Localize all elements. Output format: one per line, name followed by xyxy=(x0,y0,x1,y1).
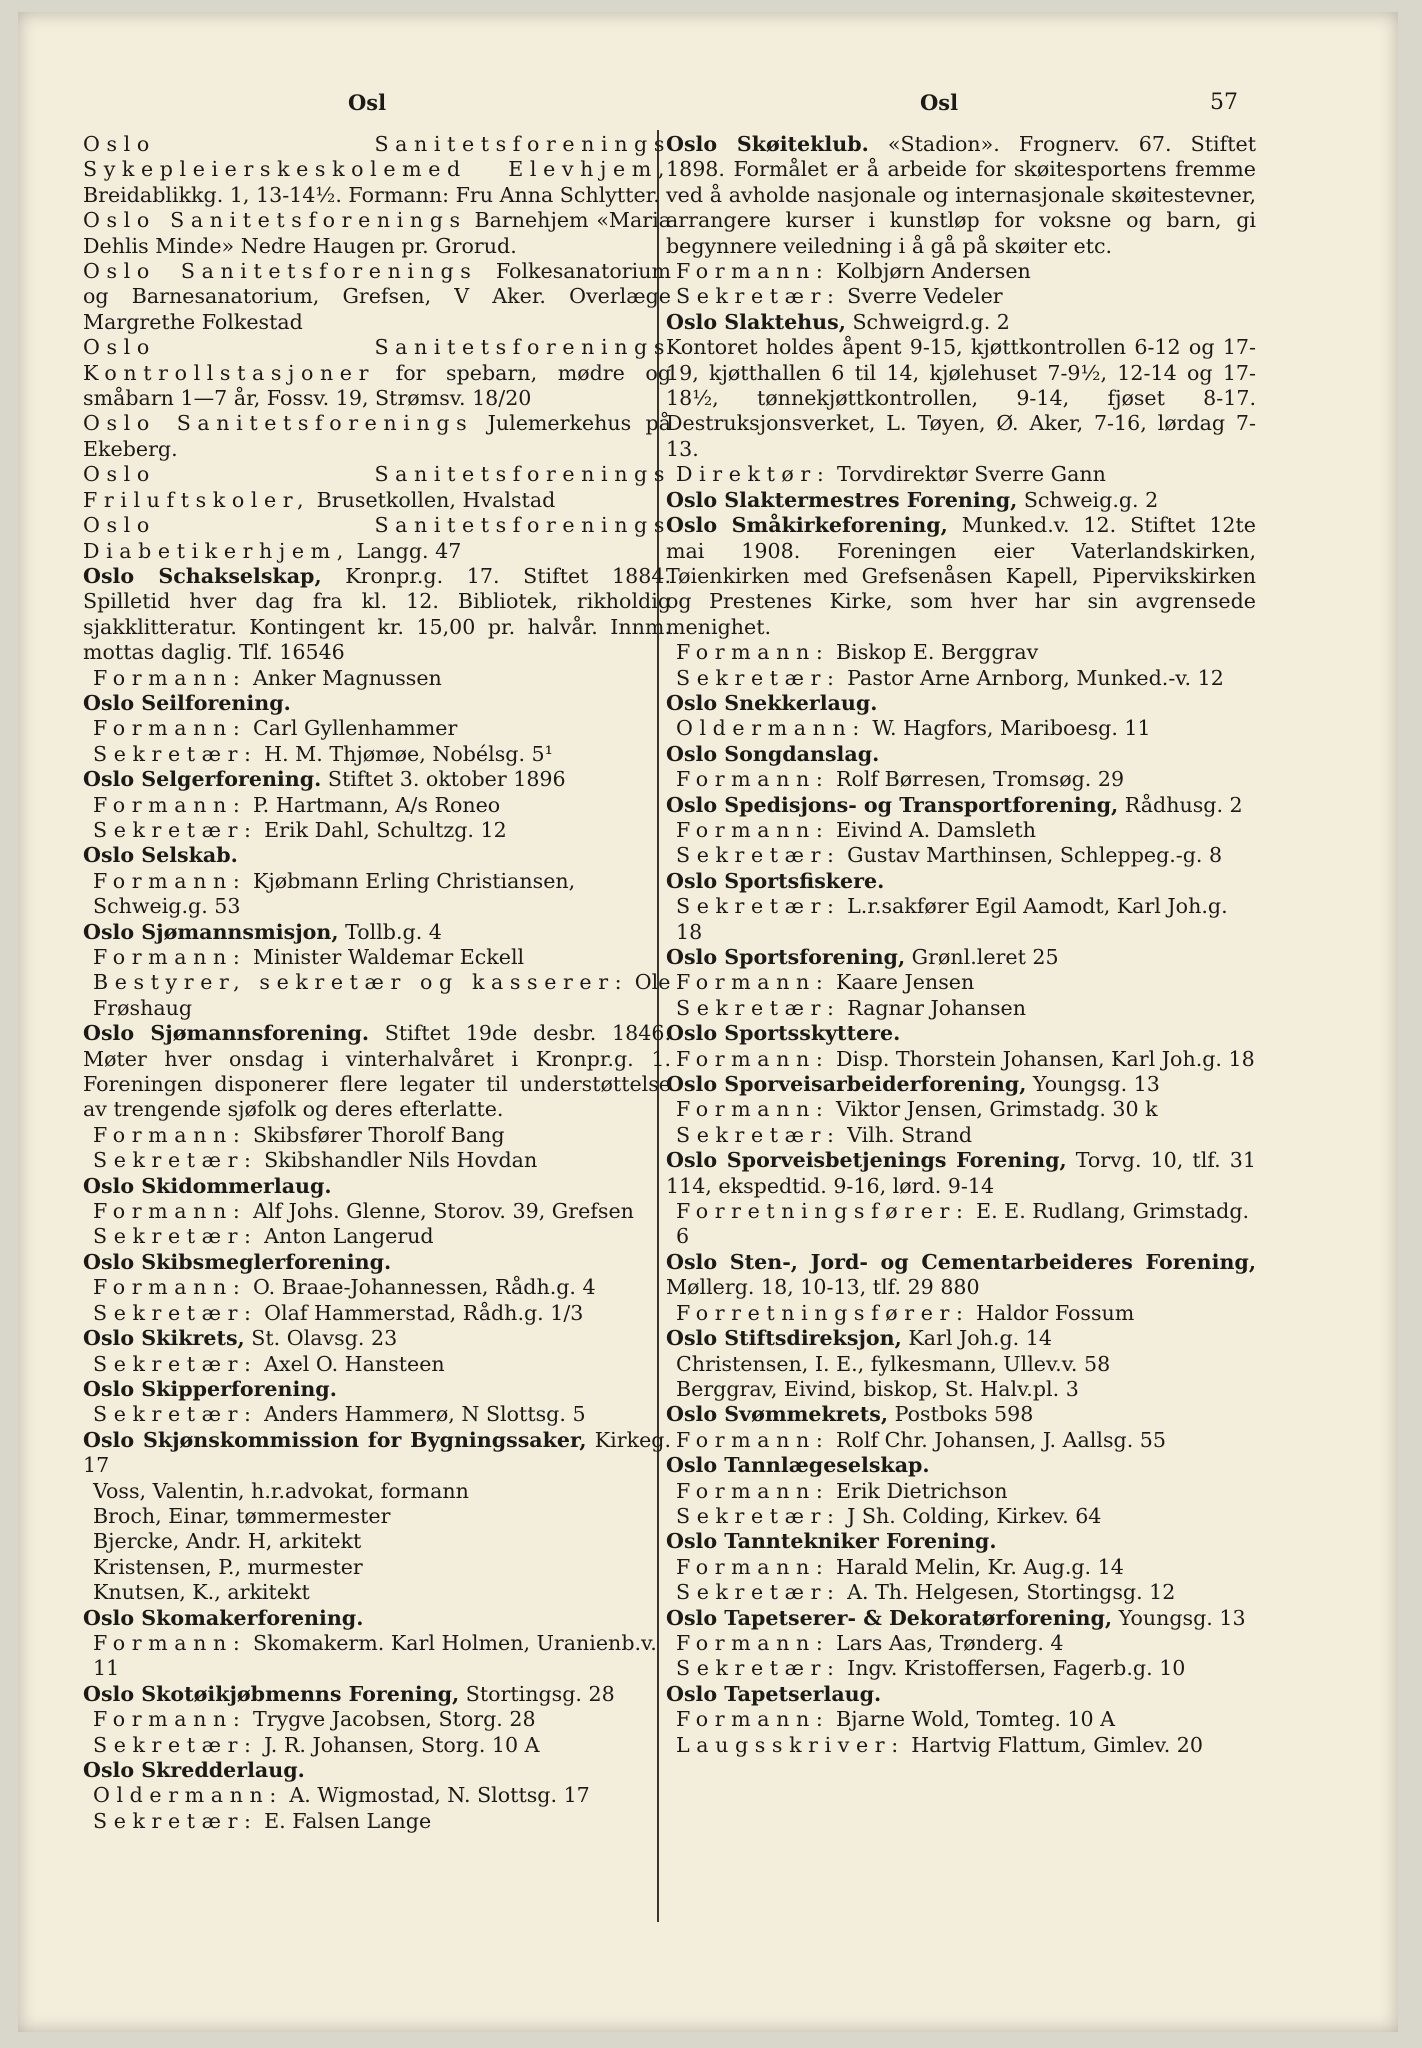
entry-title: Oslo Sportsfiskere. xyxy=(666,868,885,893)
member-line: Voss, Valentin, h.r.advokat, formann xyxy=(93,1478,469,1503)
officer-name: Rolf Børresen, Tromsøg. 29 xyxy=(829,767,1125,792)
entry-officer xyxy=(666,1555,1256,1580)
entry-officer xyxy=(666,996,1256,1021)
directory-entry xyxy=(666,1021,1256,1046)
directory-entry xyxy=(666,1529,1256,1554)
officer-role: Formann: xyxy=(676,1046,830,1071)
officer-role: Formann: xyxy=(93,1630,247,1655)
right-column xyxy=(666,132,1256,1922)
officer-name: Anton Langerud xyxy=(257,1224,434,1249)
officer-name: Viktor Jensen, Grimstadg. 30 k xyxy=(829,1097,1158,1122)
officer-role: Formann: xyxy=(676,970,830,995)
entry-text: Julemerkehus på Ekeberg. xyxy=(83,411,671,461)
entry-officer xyxy=(666,1504,1256,1529)
entry-officer xyxy=(83,970,671,1021)
entry-text: Barnehjem «Maria Dehlis Minde» Nedre Haugen pr. Grorud. xyxy=(83,208,671,258)
directory-entry xyxy=(83,411,671,462)
entry-officer xyxy=(83,1783,671,1808)
entry-officer xyxy=(83,1733,671,1758)
left-column xyxy=(83,132,671,1922)
officer-name: Minister Waldemar Eckell xyxy=(246,945,525,969)
officer-role: Sekretær: xyxy=(676,843,841,868)
entry-officer xyxy=(83,869,671,920)
officer-role: Sekretær: xyxy=(93,1300,258,1325)
entry-text: Brusetkollen, Hvalstad xyxy=(310,487,556,512)
officer-role: Sekretær: xyxy=(676,1580,841,1605)
directory-entry xyxy=(666,1682,1256,1707)
officer-name: Ole Frøshaug xyxy=(93,970,671,1020)
officer-role: Formann: xyxy=(93,945,247,969)
entry-text: Rådhusg. 2 xyxy=(1118,792,1243,817)
officer-name: Pastor Arne Arnborg, Munked.-v. 12 xyxy=(840,665,1224,690)
entry-officer xyxy=(666,767,1256,792)
entry-spaced-name: Oslo Sanitetsforenings xyxy=(83,259,478,284)
directory-entry xyxy=(83,132,671,208)
directory-entry xyxy=(666,335,1256,462)
member-line: Kristensen, P., murmester xyxy=(93,1554,363,1579)
directory-entry xyxy=(666,1453,1256,1478)
entry-text: Grønl.leret 25 xyxy=(905,945,1059,969)
directory-entry xyxy=(83,1326,671,1351)
officer-name: Kaare Jensen xyxy=(829,970,975,995)
entry-officer xyxy=(666,1097,1256,1122)
entry-officer xyxy=(83,742,671,767)
officer-name: E. Falsen Lange xyxy=(257,1808,432,1833)
entry-officer xyxy=(666,1580,1256,1605)
entry-title: Oslo Småkirkeforening, xyxy=(666,513,948,538)
officer-role: Sekretær: xyxy=(676,284,841,309)
officer-name: Lars Aas, Trønderg. 4 xyxy=(829,1630,1064,1655)
officer-role: Formann: xyxy=(676,640,830,665)
entry-officer xyxy=(666,259,1256,284)
entry-title: Oslo Slaktermestres Forening, xyxy=(666,487,1018,512)
entry-officer xyxy=(666,1428,1256,1453)
entry-officer xyxy=(666,640,1256,665)
officer-role: Sekretær: xyxy=(676,1122,841,1147)
officer-name: W. Hagfors, Mariboesg. 11 xyxy=(865,716,1151,741)
entry-title: Oslo Skipperforening. xyxy=(83,1376,337,1401)
entry-officer xyxy=(83,666,671,691)
officer-role: Forretningsfører: xyxy=(676,1199,970,1224)
entry-title: Oslo Skøiteklub. xyxy=(666,132,869,156)
directory-entry xyxy=(666,310,1256,335)
officer-name: Olaf Hammerstad, Rådh.g. 1/3 xyxy=(257,1300,584,1325)
entry-title: Oslo Skibsmeglerforening. xyxy=(83,1249,392,1274)
directory-entry xyxy=(666,513,1256,640)
entry-text: Stiftet 19de desbr. 1846. Møter hver onsdag i vinterhalvåret i Kronpr.g. 1. Foreningen disponerer flere legater til understøttelse av trengende sjøfolk og deres efterlatte. xyxy=(83,1021,671,1122)
entry-title: Oslo Sjømannsforening. xyxy=(83,1021,370,1046)
officer-role: Formann: xyxy=(676,1427,830,1452)
entry-text: Tollb.g. 4 xyxy=(338,919,442,944)
officer-name: Axel O. Hansteen xyxy=(257,1351,445,1376)
entry-title: Oslo Skomakerforening. xyxy=(83,1605,364,1630)
officer-name: L.r.sakfører Egil Aamodt, Karl Joh.g. 18 xyxy=(676,894,1228,944)
officer-name: Trygve Jacobsen, Storg. 28 xyxy=(246,1707,536,1732)
entry-officer xyxy=(666,1733,1256,1758)
entry-officer xyxy=(83,1809,671,1834)
officer-role: Oldermann: xyxy=(93,1783,283,1808)
officer-name: A. Wigmostad, N. Slottsg. 17 xyxy=(282,1783,590,1808)
directory-entry xyxy=(83,1174,671,1199)
entry-officer xyxy=(83,1199,671,1224)
officer-role: Formann: xyxy=(676,1630,830,1655)
entry-officer xyxy=(83,1123,671,1148)
header-left: Osl xyxy=(348,90,387,115)
entry-text: Møllerg. 18, 10-13, tlf. 29 880 xyxy=(666,1275,980,1300)
officer-name: Skomakerm. Karl Holmen, Uranienb.v. 11 xyxy=(93,1630,657,1681)
officer-role: Sekretær: xyxy=(676,995,841,1020)
officer-role: Sekretær: xyxy=(676,1656,841,1681)
entry-text: Kontoret holdes åpent 9-15, kjøttkontrollen 6-12 og 17-19, kjøtthallen 6 til 14, kjølehuset 7-9½, 12-14 og 17-18½, tønnekjøttkontrollen, 9-14, fjøset 8-17. Destruksjonsverket, L. Tøyen, Ø. Aker, 7-16, lørdag 7-13. xyxy=(666,335,1256,461)
entry-text: Stiftet 3. oktober 1896 xyxy=(321,767,566,792)
officer-role: Formann: xyxy=(676,1478,830,1503)
entry-title: Oslo Skotøikjøbmenns Forening, xyxy=(83,1681,460,1706)
entry-officer xyxy=(666,1707,1256,1732)
officer-name: P. Hartmann, A/s Roneo xyxy=(246,792,501,817)
directory-entry xyxy=(666,1606,1256,1631)
entry-officer xyxy=(83,1707,671,1732)
entry-title: Oslo Tanntekniker Forening. xyxy=(666,1529,997,1554)
officer-name: J Sh. Colding, Kirkev. 64 xyxy=(840,1503,1102,1528)
officer-role: Sekretær: xyxy=(676,1503,841,1528)
entry-text: Schweigrd.g. 2 xyxy=(845,309,1010,334)
entry-text: Youngsg. 13 xyxy=(1026,1072,1160,1097)
entry-officer xyxy=(666,284,1256,309)
directory-entry xyxy=(83,259,671,335)
entry-officer xyxy=(83,1402,671,1427)
officer-role: Sekretær: xyxy=(93,1148,258,1173)
officer-role: Sekretær: xyxy=(93,1732,258,1757)
directory-entry xyxy=(666,793,1256,818)
entry-text: «Stadion». Frognerv. 67. Stiftet 1898. Formålet er å arbeide for skøitesportens fremme ved å avholde nasjonale og internasjonale skøitestevner, arrangere kurser i kunstløp for voksne og barn, gi begynnere veiledning i å gå på skøiter etc. xyxy=(666,132,1256,258)
entry-officer xyxy=(666,1047,1256,1072)
entry-spaced-name: Oslo Sanitetsforenings xyxy=(83,208,467,233)
entry-text: St. Olavsg. 23 xyxy=(244,1326,398,1351)
directory-entry xyxy=(83,462,671,513)
directory-entry xyxy=(666,742,1256,767)
directory-entry xyxy=(83,1758,671,1783)
entry-officer xyxy=(83,716,671,741)
officer-role: Formann: xyxy=(676,1707,830,1732)
directory-entry xyxy=(83,208,671,259)
officer-role: Sekretær: xyxy=(93,1808,258,1833)
directory-entry xyxy=(83,843,671,868)
entry-text: Postboks 598 xyxy=(888,1402,1034,1427)
officer-name: Vilh. Strand xyxy=(840,1122,973,1147)
entry-title: Oslo Sten-, Jord- og Cementarbeideres Forening, xyxy=(666,1249,1256,1274)
officer-name: Ragnar Johansen xyxy=(840,995,1026,1020)
entry-spaced-name: Oslo Sanitetsforenings Friluftskoler, xyxy=(83,462,671,512)
officer-name: Bjarne Wold, Tomteg. 10 A xyxy=(829,1707,1116,1732)
entry-title: Oslo Tapetserer- & Dekoratørforening, xyxy=(666,1605,1113,1630)
directory-entry xyxy=(83,767,671,792)
directory-entry xyxy=(83,1377,671,1402)
officer-role: Formann: xyxy=(93,868,247,893)
directory-entry xyxy=(666,1326,1256,1351)
entry-officer xyxy=(83,818,671,843)
directory-entry xyxy=(83,1428,671,1479)
entry-title: Oslo Sporveisbetjenings Forening, xyxy=(666,1148,1067,1173)
entry-officer xyxy=(83,1224,671,1249)
entry-text: Kirkeg. 17 xyxy=(83,1427,671,1478)
directory-entry xyxy=(666,1250,1256,1301)
entry-title: Oslo Svømmekrets, xyxy=(666,1402,889,1427)
member-line: Christensen, I. E., fylkesmann, Ullev.v. 58 xyxy=(676,1351,1111,1376)
directory-entry xyxy=(666,132,1256,259)
entry-spaced-name: Oslo Sanitetsforenings Diabetikerhjem, xyxy=(83,513,671,563)
directory-entry xyxy=(83,920,671,945)
officer-role: Formann: xyxy=(676,817,830,842)
directory-entry xyxy=(83,1606,671,1631)
entry-title: Oslo Schakselskap, xyxy=(83,563,322,588)
entry-title: Oslo Skjønskommission for Bygningssaker, xyxy=(83,1427,587,1452)
officer-name: Erik Dahl, Schultzg. 12 xyxy=(257,817,507,842)
officer-role: Direktør: xyxy=(676,462,831,487)
officer-name: Torvdirektør Sverre Gann xyxy=(830,462,1106,487)
entry-officer xyxy=(666,894,1256,945)
officer-role: Sekretær: xyxy=(93,1402,258,1427)
entry-text: Folkesanatorium og Barnesanatorium, Grefsen, V Aker. Overlæge Margrethe Folkestad xyxy=(83,259,671,334)
directory-entry xyxy=(83,513,671,564)
entry-officer xyxy=(666,1656,1256,1681)
directory-entry xyxy=(83,691,671,716)
directory-page xyxy=(18,12,1398,2032)
entry-title: Oslo Selgerforening. xyxy=(83,767,322,792)
directory-entry xyxy=(83,564,671,666)
entry-title: Oslo Spedisjons- og Transportforening, xyxy=(666,792,1119,817)
officer-name: Anker Magnussen xyxy=(246,665,442,690)
officer-name: Ingv. Kristoffersen, Fagerb.g. 10 xyxy=(840,1656,1186,1681)
page-number: 57 xyxy=(1210,90,1238,115)
officer-name: Alf Johs. Glenne, Storov. 39, Grefsen xyxy=(246,1199,634,1224)
officer-role: Sekretær: xyxy=(93,1351,258,1376)
entry-spaced-name: Oslo Sanitetsforenings xyxy=(83,411,474,436)
entry-officer xyxy=(83,793,671,818)
entry-officer xyxy=(666,1479,1256,1504)
member-line: Bjercke, Andr. H, arkitekt xyxy=(93,1529,362,1554)
officer-name: E. E. Rudlang, Grimstadg. 6 xyxy=(676,1199,1250,1249)
officer-role: Formann: xyxy=(93,792,247,817)
officer-name: Sverre Vedeler xyxy=(840,284,1003,309)
entry-text: Langg. 47 xyxy=(349,538,462,563)
entry-officer xyxy=(666,843,1256,868)
officer-name: Skibsfører Thorolf Bang xyxy=(246,1122,505,1147)
entry-officer xyxy=(666,970,1256,995)
officer-name: H. M. Thjømøe, Nobélsg. 5¹ xyxy=(257,741,553,766)
officer-name: Disp. Thorstein Johansen, Karl Joh.g. 18 xyxy=(829,1046,1255,1071)
entry-officer xyxy=(83,1631,671,1682)
officer-role: Formann: xyxy=(676,259,830,284)
entry-officer xyxy=(83,1352,671,1377)
officer-name: O. Braae-Johannessen, Rådh.g. 4 xyxy=(246,1275,596,1300)
officer-name: Gustav Marthinsen, Schleppeg.-g. 8 xyxy=(840,843,1223,868)
directory-entry xyxy=(666,691,1256,716)
entry-title: Oslo Skredderlaug. xyxy=(83,1758,305,1782)
officer-role: Oldermann: xyxy=(676,716,866,741)
officer-name: Hartvig Flattum, Gimlev. 20 xyxy=(904,1732,1204,1757)
officer-role: Formann: xyxy=(93,665,247,690)
officer-name: Kjøbmann Erling Christiansen, Schweig.g. 53 xyxy=(93,868,576,919)
officer-role: Laugsskriver: xyxy=(676,1732,905,1757)
entry-officer xyxy=(83,1148,671,1173)
officer-name: Biskop E. Berggrav xyxy=(829,640,1039,665)
directory-entry xyxy=(666,945,1256,970)
member-line: Berggrav, Eivind, biskop, St. Halv.pl. 3 xyxy=(676,1376,1079,1401)
entry-officer xyxy=(666,1123,1256,1148)
directory-entry xyxy=(666,1402,1256,1427)
entry-officer xyxy=(666,1199,1256,1250)
officer-role: Sekretær: xyxy=(676,894,841,919)
entry-title: Oslo Songdanslag. xyxy=(666,741,880,766)
officer-role: Formann: xyxy=(93,716,247,741)
entry-officer xyxy=(666,1631,1256,1656)
entry-title: Oslo Slaktehus, xyxy=(666,309,846,334)
entry-title: Oslo Skidommerlaug. xyxy=(83,1173,332,1198)
directory-entry xyxy=(666,1072,1256,1097)
entry-title: Oslo Sjømannsmisjon, xyxy=(83,919,339,944)
entry-title: Oslo Sportsforening, xyxy=(666,945,906,969)
entry-text: Stortingsg. 28 xyxy=(459,1681,615,1706)
entry-officer xyxy=(83,1301,671,1326)
directory-entry xyxy=(83,1250,671,1275)
officer-name: Harald Melin, Kr. Aug.g. 14 xyxy=(829,1554,1124,1579)
member-line: Knutsen, K., arkitekt xyxy=(93,1580,310,1605)
entry-text: Kronpr.g. 17. Stiftet 1884. Spilletid hver dag fra kl. 12. Bibliotek, rikholdig sjakklitteratur. Kontingent kr. 15,00 pr. halvår. Innm. mottas daglig. Tlf. 16546 xyxy=(83,563,671,665)
officer-role: Formann: xyxy=(676,1554,830,1579)
officer-name: Eivind A. Damsleth xyxy=(829,817,1036,842)
officer-role: Formann: xyxy=(93,1199,247,1224)
entry-text: Breidablikkg. 1, 13-14½. Formann: Fru Anna Schlytter. xyxy=(83,182,660,207)
entry-title: Oslo Sportsskyttere. xyxy=(666,1021,901,1046)
officer-role: Formann: xyxy=(676,767,830,792)
directory-entry xyxy=(83,1682,671,1707)
entry-text: Torvg. 10, tlf. 31 114, ekspedtid. 9-16, lørd. 9-14 xyxy=(666,1148,1256,1198)
officer-role: Sekretær: xyxy=(676,665,841,690)
officer-role: Sekretær: xyxy=(93,1224,258,1249)
entry-title: Oslo Skikrets, xyxy=(83,1326,245,1351)
entry-text: Karl Joh.g. 14 xyxy=(901,1326,1052,1351)
officer-name: J. R. Johansen, Storg. 10 A xyxy=(257,1732,540,1757)
entry-title: Oslo Tannlægeselskap. xyxy=(666,1453,930,1478)
officer-role: Bestyrer, sekretær og kasserer: xyxy=(93,970,629,995)
officer-name: Haldor Fossum xyxy=(969,1300,1135,1325)
officer-name: Rolf Chr. Johansen, J. Aallsg. 55 xyxy=(829,1427,1167,1452)
directory-entry xyxy=(666,488,1256,513)
entry-title: Oslo Snekkerlaug. xyxy=(666,690,878,715)
entry-officer xyxy=(666,1301,1256,1326)
officer-name: Anders Hammerø, N Slottsg. 5 xyxy=(257,1402,586,1427)
entry-title: Oslo Selskab. xyxy=(83,843,238,868)
member-line: Broch, Einar, tømmermester xyxy=(93,1503,391,1528)
entry-title: Oslo Tapetserlaug. xyxy=(666,1681,882,1706)
directory-entry xyxy=(83,1021,671,1123)
entry-spaced-name: Oslo Sanitetsforenings Sykepleierskeskolemed Elevhjem, xyxy=(83,132,671,182)
entry-text: Youngsg. 13 xyxy=(1112,1605,1246,1630)
entry-text: Schweig.g. 2 xyxy=(1017,487,1159,512)
entry-title: Oslo Seilforening. xyxy=(83,690,291,715)
officer-role: Formann: xyxy=(93,1275,247,1300)
officer-role: Sekretær: xyxy=(93,817,258,842)
officer-role: Formann: xyxy=(93,1707,247,1732)
entry-officer xyxy=(83,945,671,970)
directory-entry xyxy=(83,335,671,411)
entry-officer xyxy=(83,1275,671,1300)
officer-name: Carl Gyllenhammer xyxy=(246,716,458,741)
officer-name: Kolbjørn Andersen xyxy=(829,259,1031,284)
header-right: Osl xyxy=(920,90,959,115)
entry-officer xyxy=(666,818,1256,843)
officer-role: Sekretær: xyxy=(93,741,258,766)
entry-spaced-name: Oslo Sanitetsforenings Kontrollstasjoner xyxy=(83,335,671,385)
entry-text: for spebarn, mødre og småbarn 1—7 år, Fossv. 19, Strømsv. 18/20 xyxy=(83,360,671,411)
directory-entry xyxy=(666,1148,1256,1199)
entry-text: Munked.v. 12. Stiftet 12te mai 1908. Foreningen eier Vaterlandskirken, Tøienkirken med Grefsenåsen Kapell, Pipervikskirken og Prestenes Kirke, som hver har sin avgrensede menighet. xyxy=(666,513,1256,639)
officer-role: Formann: xyxy=(676,1097,830,1122)
entry-officer xyxy=(666,716,1256,741)
officer-role: Formann: xyxy=(93,1122,247,1147)
officer-name: A. Th. Helgesen, Stortingsg. 12 xyxy=(840,1580,1176,1605)
officer-name: Erik Dietrichson xyxy=(829,1478,1008,1503)
directory-entry xyxy=(666,869,1256,894)
entry-officer xyxy=(666,462,1256,487)
officer-role: Forretningsfører: xyxy=(676,1300,970,1325)
officer-name: Skibshandler Nils Hovdan xyxy=(257,1148,538,1173)
entry-title: Oslo Stiftsdireksjon, xyxy=(666,1326,902,1351)
entry-officer xyxy=(666,666,1256,691)
entry-title: Oslo Sporveisarbeiderforening, xyxy=(666,1072,1027,1097)
